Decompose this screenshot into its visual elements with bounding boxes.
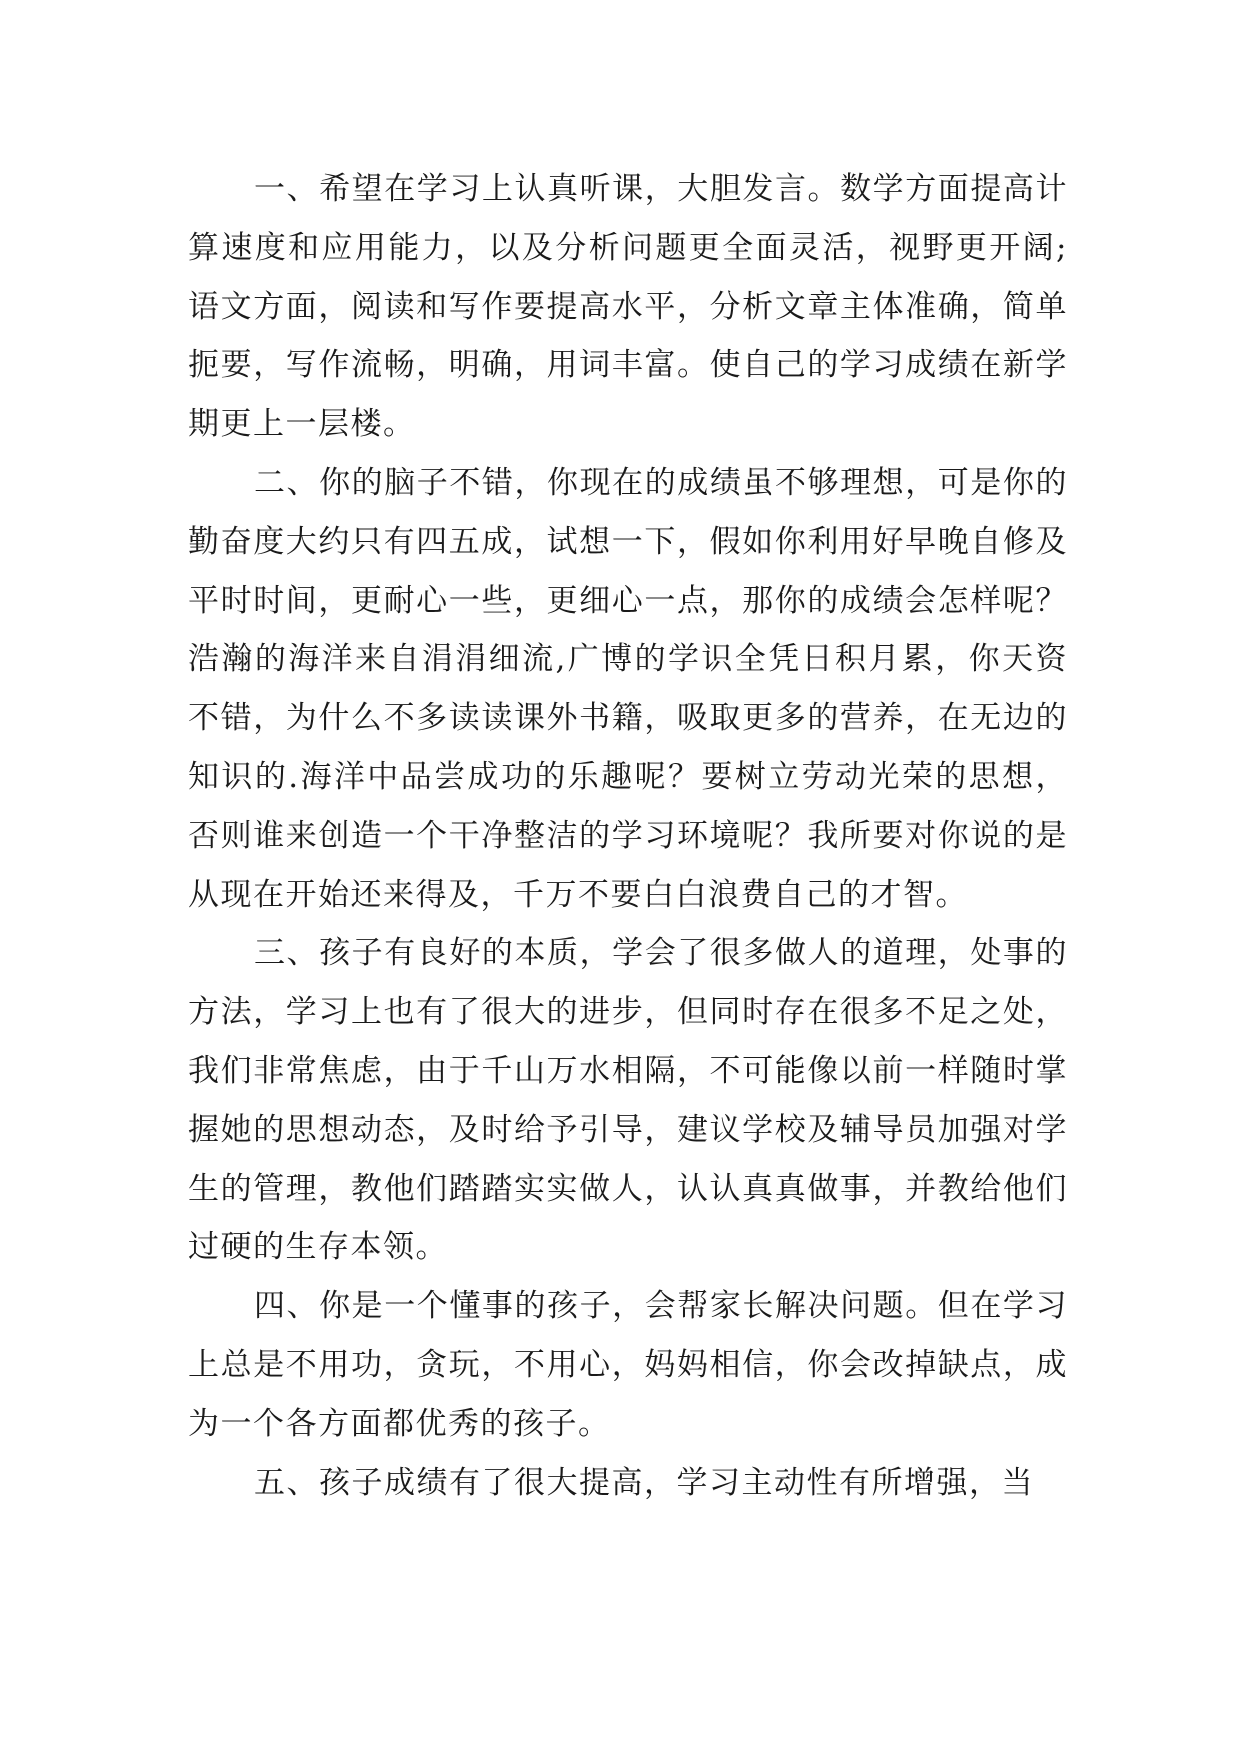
paragraph-1: 一、希望在学习上认真听课，大胆发言。数学方面提高计算速度和应用能力，以及分析问题更全面灵活，视野更开阔;语文方面，阅读和写作要提高水平，分析文章主体准确，简单扼要，写作流畅，明确，用词丰富。使自己的学习成绩在新学期更上一层楼。 xyxy=(188,171,1068,443)
paragraph-2: 二、你的脑子不错，你现在的成绩虽不够理想，可是你的勤奋度大约只有四五成，试想一下，假如你利用好早晚自修及平时时间，更耐心一些，更细心一点，那你的成绩会怎样呢？浩瀚的海洋来自涓涓细流,广博的学识全凭日积月累，你天资不错，为什么不多读读课外书籍，吸取更多的营养，在无边的知识的.海洋中品尝成功的乐趣呢？要树立劳动光荣的思想，否则谁来创造一个干净整洁的学习环境呢？我所要对你说的是从现在开始还来得及，千万不要白白浪费自己的才智。 xyxy=(188,464,1068,913)
paragraph-4: 四、你是一个懂事的孩子，会帮家长解决问题。但在学习上总是不用功，贪玩，不用心，妈妈相信，你会改掉缺点，成为一个各方面都优秀的孩子。 xyxy=(188,1288,1068,1442)
document-body xyxy=(188,160,1068,1512)
paragraph-5: 五、孩子成绩有了很大提高，学习主动性有所增强，当 xyxy=(254,1464,1034,1501)
paragraph-3: 三、孩子有良好的本质，学会了很多做人的道理，处事的方法，学习上也有了很大的进步，但同时存在很多不足之处，我们非常焦虑，由于千山万水相隔，不可能像以前一样随时掌握她的思想动态，及时给予引导，建议学校及辅导员加强对学生的管理，教他们踏踏实实做人，认认真真做事，并教给他们过硬的生存本领。 xyxy=(188,935,1068,1266)
